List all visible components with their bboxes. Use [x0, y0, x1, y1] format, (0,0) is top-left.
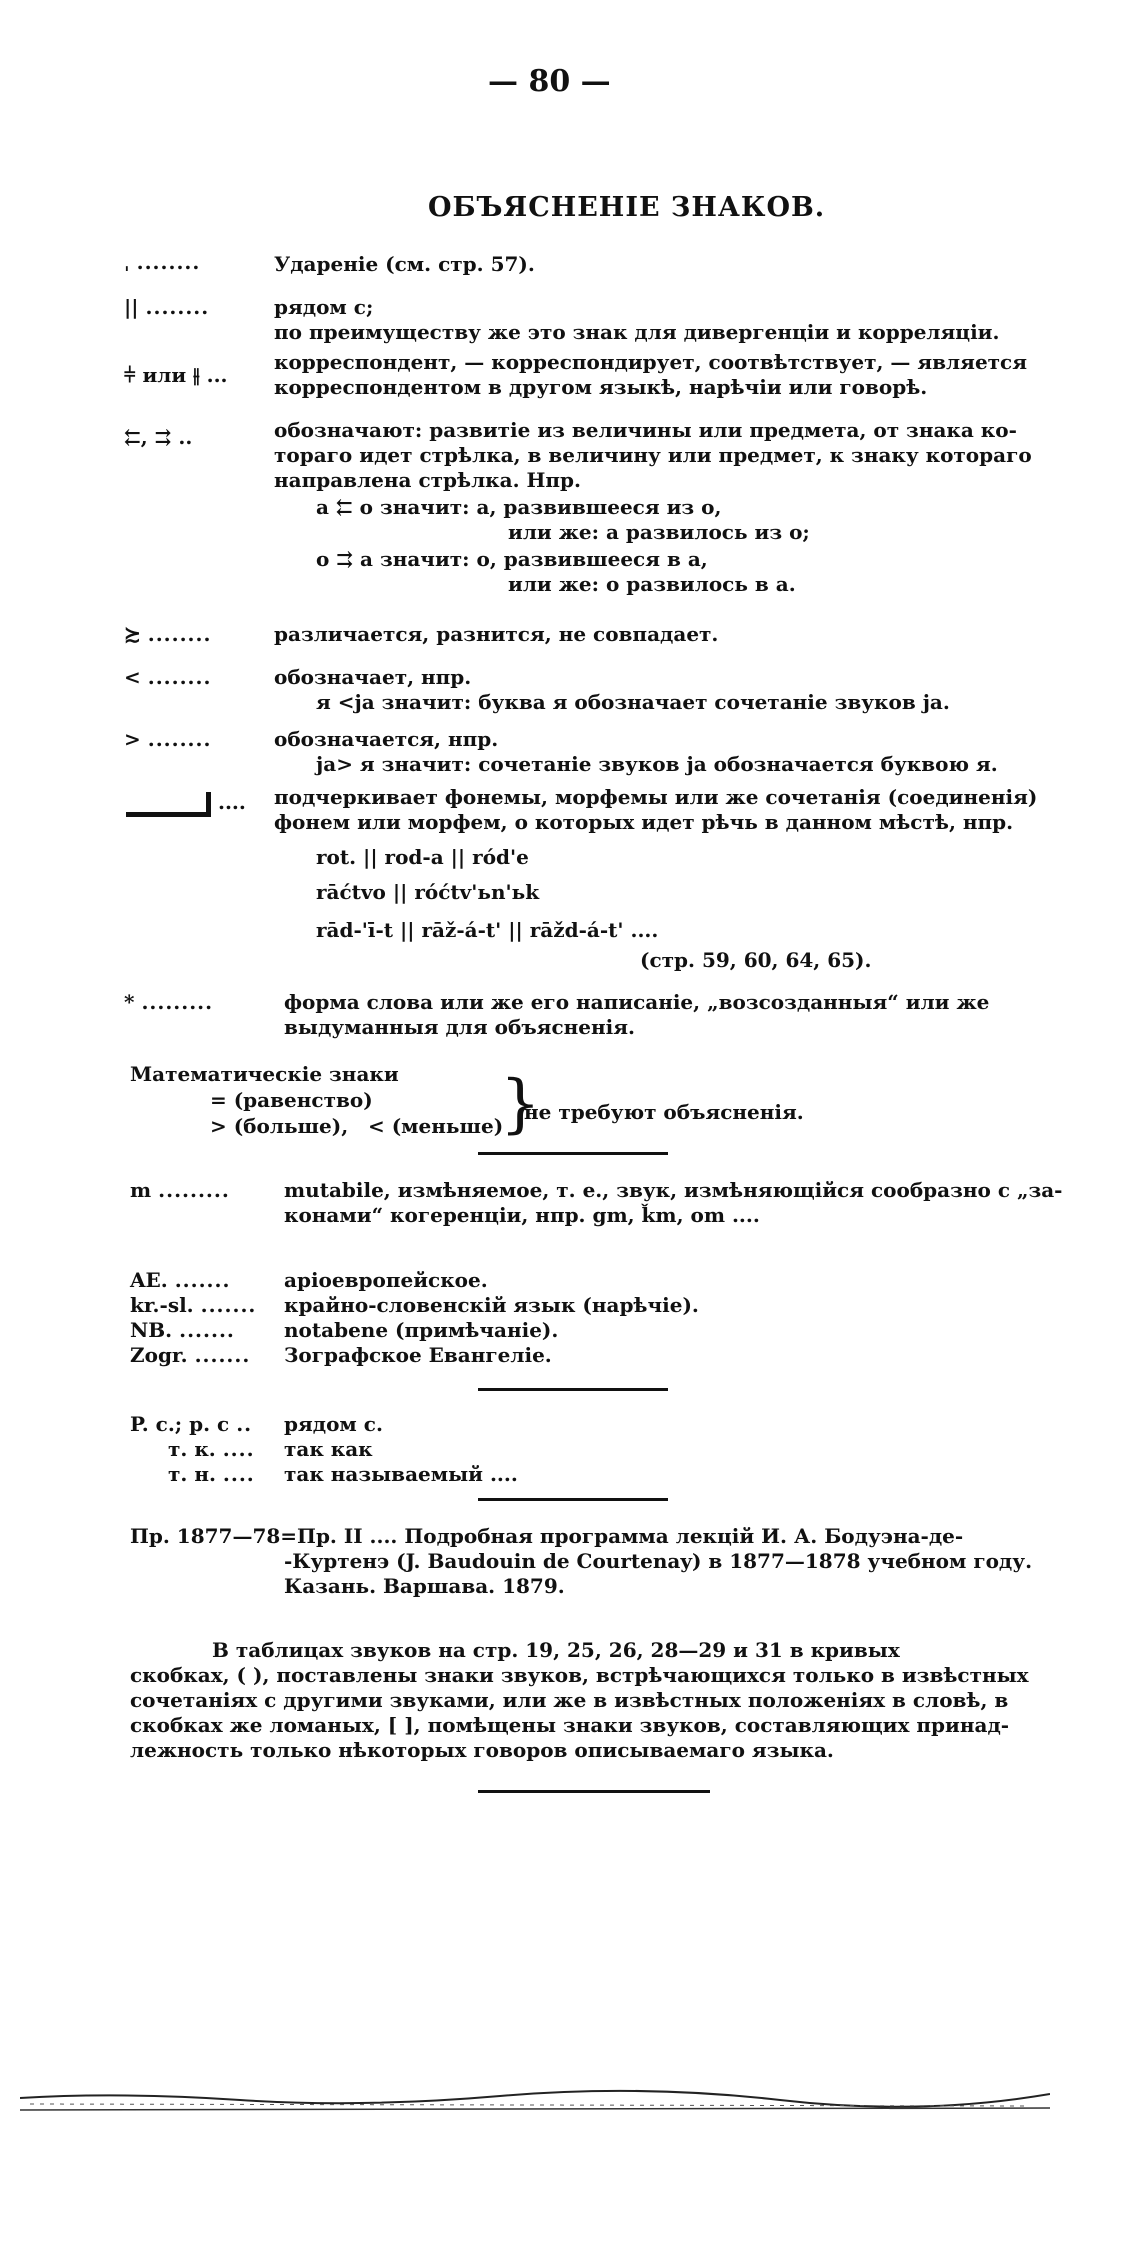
paragraph-line: В таблицах звуков на стр. 19, 25, 26, 28—29 и 31 в кривых — [212, 1638, 900, 1662]
greater-line-2: ja> я значит: сочетаніе звуков ja обозначается буквою я. — [316, 752, 998, 776]
divider-1 — [478, 1152, 668, 1155]
entry-differ: ≿ ........ — [124, 622, 212, 646]
parallel-line-1: рядом с; — [274, 295, 374, 319]
paragraph-line: скобках же ломаных, [ ], помѣщены знаки звуков, составляющих принад- — [130, 1713, 1010, 1737]
differ-text: различается, разнится, не совпадает. — [274, 622, 719, 646]
arrows-symbol: ⇇, ⇉ .. — [124, 425, 193, 449]
less-symbol: < — [124, 665, 141, 689]
divider-2 — [478, 1388, 668, 1391]
asterisk-line-2: выдуманныя для объясненія. — [284, 1015, 635, 1039]
paragraph-line: лежность только нѣкоторых говоров описываемаго языка. — [130, 1738, 834, 1762]
abbr-row: Zogr. ....... — [130, 1343, 251, 1367]
underline-line-2: фонем или морфем, о которых идет рѣчь в данном мѣстѣ, нпр. — [274, 810, 1014, 834]
corr-line-2: корреспондентом в другом языкѣ, нарѣчіи или говорѣ. — [274, 375, 928, 399]
program-line-3: Казань. Варшава. 1879. — [284, 1574, 565, 1598]
arrows-example-1a: a ⇇ o значит: a, развившееся из o, — [316, 495, 722, 519]
greater-line-1: обозначается, нпр. — [274, 727, 499, 751]
arrows-example-1b: или же: a развилось из o; — [508, 520, 810, 544]
page-number: — 80 — — [488, 64, 611, 99]
program-line-2: -Куртенэ (J. Baudouin de Courtenay) в 1877—1878 учебном году. — [284, 1549, 1033, 1573]
entry-less: < ........ — [124, 665, 212, 689]
arrows-line-2: тораго идет стрѣлка, в величину или предмет, к знаку котораго — [274, 443, 1032, 467]
underline-symbol-bar — [126, 812, 206, 817]
abbr-value: крайно-словенскій язык (нарѣчіе). — [284, 1293, 699, 1317]
parallel-line-2: по преимуществу же это знак для дивергенціи и корреляціи. — [274, 320, 1000, 344]
corr-line-1: корреспондент, — корреспондирует, соотвѣтствует, — является — [274, 350, 1028, 374]
entry-asterisk: * ......... — [124, 990, 214, 1014]
abbr-value: Зографское Евангеліе. — [284, 1343, 552, 1367]
entry-stress: ˌ ........ — [124, 250, 201, 274]
arrows-line-1: обозначают: развитіе из величины или предмета, от знака ко- — [274, 418, 1017, 442]
entry-greater: > ........ — [124, 727, 212, 751]
abbr2-row: т. н. .... — [168, 1462, 255, 1486]
greater-symbol: > — [124, 727, 141, 751]
math-less: < (меньше) — [368, 1114, 504, 1138]
math-note: не требуют объясненія. — [524, 1100, 804, 1124]
paragraph-line: скобках, ( ), поставлены знаки звуков, встрѣчающихся только в извѣстных — [130, 1663, 1029, 1687]
less-line-1: обозначает, нпр. — [274, 665, 472, 689]
math-brace: } — [500, 1067, 541, 1141]
arrows-example-2b: или же: o развилось в a. — [508, 572, 796, 596]
abbr-row: AE. ....... — [130, 1268, 231, 1292]
math-greater: > (больше), — [210, 1114, 349, 1138]
abbr2-row: P. c.; p. c .. — [130, 1412, 253, 1436]
stress-text: Удареніе (см. стр. 57). — [274, 252, 535, 276]
mutable-symbol: m — [130, 1178, 152, 1202]
underline-line-1: подчеркивает фонемы, морфемы или же сочетанія (соединенія) — [274, 785, 1038, 809]
divider-3 — [478, 1498, 668, 1501]
paragraph-line: сочетаніях с другими звуками, или же в извѣстных положеніях в словѣ, в — [130, 1688, 1009, 1712]
arrows-example-2a: o ⇉ a значит: o, развившееся в a, — [316, 547, 708, 571]
end-rule — [478, 1790, 710, 1793]
underline-example-3: rād-'ī-t || rāž-á-t' || rāžd-á-t' .... — [316, 918, 659, 942]
abbr-value: notabene (примѣчаніе). — [284, 1318, 559, 1342]
asterisk-line-1: форма слова или же его написаніе, „возсозданныя“ или же — [284, 990, 990, 1014]
mutable-line-2: конами“ когеренціи, нпр. gm, ǩm, om .... — [284, 1203, 760, 1227]
parallel-symbol: || — [124, 295, 139, 319]
less-line-2: я <ja значит: буква я обозначает сочетаніе звуков ja. — [316, 690, 950, 714]
corr-symbol: ⫩ или ⫲ ... — [124, 363, 228, 387]
entry-mutable: m ......... — [130, 1178, 230, 1202]
abbr2-row: т. к. .... — [168, 1437, 255, 1461]
asterisk-symbol: * — [124, 990, 135, 1014]
entry-parallel: || ........ — [124, 295, 210, 319]
math-equal: = (равенство) — [210, 1088, 373, 1112]
underline-example-1: rot. || rod-a || ród'e — [316, 845, 529, 869]
page-title: ОБЪЯСНЕНІЕ ЗНАКОВ. — [428, 192, 826, 223]
underline-symbol-stem — [206, 792, 211, 817]
underline-dots: .... — [218, 790, 246, 814]
abbr-row: NB. ....... — [130, 1318, 235, 1342]
underline-example-2: rāćtvo || róćtv'ьn'ьk — [316, 880, 540, 904]
abbr2-value: рядом с. — [284, 1412, 383, 1436]
program-line-1: Пр. 1877—78=Пр. II .... Подробная программа лекцій И. А. Бодуэна-де- — [130, 1524, 964, 1548]
mutable-line-1: mutabile, измѣняемое, т. е., звук, измѣняющійся сообразно с „за- — [284, 1178, 1063, 1202]
stress-symbol: ˌ — [124, 250, 130, 274]
scan-edge-noise — [20, 2080, 1050, 2120]
underline-reference: (стр. 59, 60, 64, 65). — [640, 948, 872, 972]
math-heading: Математическіе знаки — [130, 1062, 399, 1086]
differ-symbol: ≿ — [124, 622, 141, 646]
abbr2-value: так как — [284, 1437, 373, 1461]
abbr2-value: так называемый .... — [284, 1462, 518, 1486]
abbr-row: kr.-sl. ....... — [130, 1293, 257, 1317]
abbr-value: аріоевропейское. — [284, 1268, 488, 1292]
arrows-line-3: направлена стрѣлка. Нпр. — [274, 468, 581, 492]
